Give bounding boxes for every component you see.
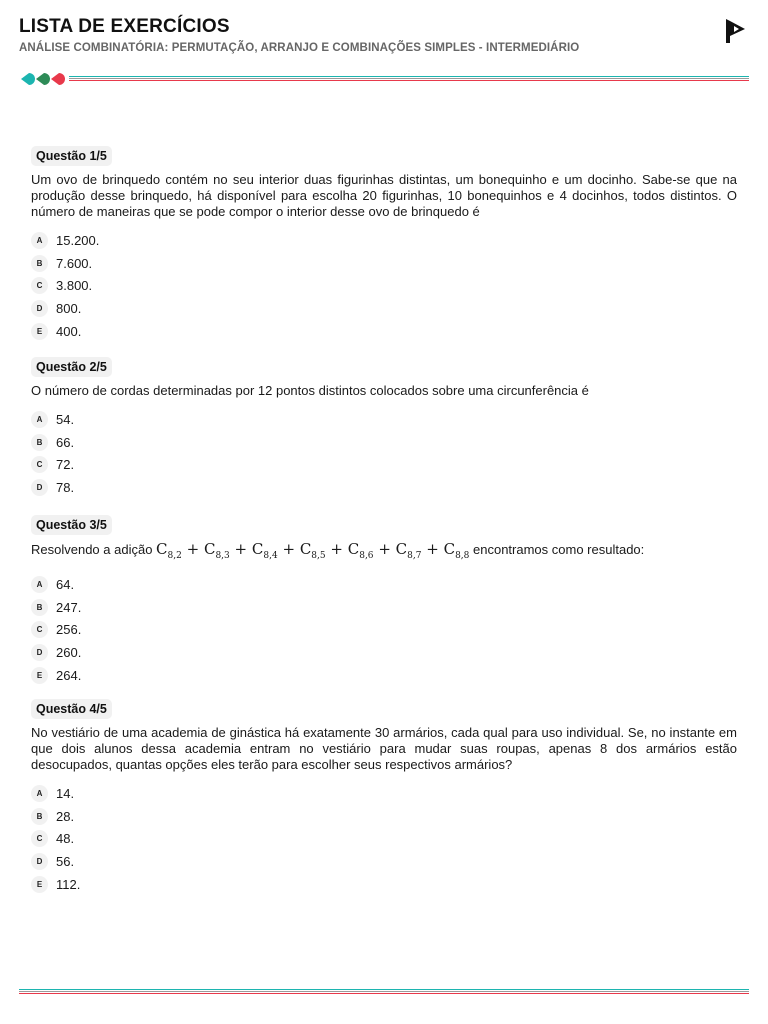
option-letter: B [31,808,48,825]
option-text: 264. [56,667,82,683]
question-text [31,541,737,564]
option-b[interactable] [31,252,737,275]
option-e[interactable] [31,873,737,896]
option-text: 15.200. [56,232,100,248]
option-letter: B [31,255,48,272]
question-text: O número de cordas determinadas por 12 pontos distintos colocados sobre uma circunferência é [31,383,589,398]
option-e[interactable] [31,664,737,687]
option-d[interactable] [31,850,737,873]
header-lines [69,76,749,82]
color-drops-icon [19,72,67,86]
options-list [31,573,737,686]
option-letter: E [31,667,48,684]
option-letter: B [31,434,48,451]
option-letter: A [31,411,48,428]
question-label: Questão 2/5 [31,357,112,377]
question-label: Questão 1/5 [31,146,112,166]
option-letter: D [31,300,48,317]
option-letter: D [31,479,48,496]
question-text-after: encontramos como resultado: [473,542,645,557]
option-text: 64. [56,576,75,592]
header-divider [19,72,749,86]
option-a[interactable] [31,408,737,431]
math-operator: + [325,540,348,558]
math-term: $C_{8,6}$ [347,540,374,561]
question-label: Questão 4/5 [31,699,112,719]
option-text: 28. [56,808,75,824]
question-label: Questão 3/5 [31,515,112,535]
footer-divider [19,989,749,995]
math-operator: + [421,540,444,558]
math-term: $C_{8,7}$ [395,540,422,561]
option-text: 78. [56,479,75,495]
page-title: LISTA DE EXERCÍCIOS [19,16,230,37]
option-b[interactable] [31,596,737,619]
option-letter: C [31,277,48,294]
option-letter: C [31,621,48,638]
option-c[interactable] [31,453,737,476]
option-text: 247. [56,599,82,615]
option-text: 260. [56,644,82,660]
math-term: $C_{8,3}$ [203,540,230,561]
option-text: 66. [56,434,75,450]
math-operator: + [181,540,204,558]
option-c[interactable] [31,827,737,850]
option-letter: B [31,599,48,616]
option-e[interactable] [31,320,737,343]
question-text-before: Resolvendo a adição [31,542,153,557]
question-text: No vestiário de uma academia de ginástica há exatamente 30 armários, cada qual para uso individual. Se, no instante em que dois alunos dessa academia entram no vestiário para mudar suas roupas, apenas 8 dos armários estão desocupados, quantas opções eles terão para escolher seus respectivos armários? [31,725,737,772]
options-list [31,229,737,342]
question-3 [31,515,737,686]
option-text: 14. [56,785,75,801]
option-text: 400. [56,323,82,339]
option-letter: E [31,876,48,893]
option-letter: E [31,323,48,340]
option-text: 54. [56,411,75,427]
option-b[interactable] [31,805,737,828]
option-d[interactable] [31,641,737,664]
option-letter: A [31,576,48,593]
question-2 [31,357,737,499]
option-letter: A [31,232,48,249]
math-operator: + [229,540,252,558]
page-subtitle: ANÁLISE COMBINATÓRIA: PERMUTAÇÃO, ARRANJO E COMBINAÇÕES SIMPLES - INTERMEDIÁRIO [19,42,580,54]
option-text: 7.600. [56,255,93,271]
play-logo-icon [723,16,749,46]
option-text: 48. [56,831,75,847]
math-term: $C_{8,8}$ [443,540,470,561]
question-1 [31,146,737,342]
option-letter: C [31,830,48,847]
math-term: $C_{8,5}$ [299,540,326,561]
option-a[interactable] [31,782,737,805]
options-list [31,782,737,895]
option-text: 256. [56,622,82,638]
math-term: $C_{8,4}$ [251,540,278,561]
math-term: $C_{8,2}$ [156,540,182,561]
option-a[interactable] [31,229,737,252]
question-text: Um ovo de brinquedo contém no seu interior duas figurinhas distintas, um bonequinho e um docinho. Sabe-se que na produção desse brinquedo, há disponível para escolha 20 figurinhas, 10 bonequinhos e 4 docinhos, todos distintos. O número de maneiras que se pode compor o interior desse ovo de brinquedo é [31,172,737,219]
options-list [31,408,737,499]
option-letter: D [31,853,48,870]
option-text: 72. [56,457,75,473]
math-operator: + [373,540,396,558]
option-c[interactable] [31,618,737,641]
math-expression [156,540,470,561]
option-b[interactable] [31,431,737,454]
option-text: 3.800. [56,278,93,294]
option-letter: D [31,644,48,661]
page-header [19,16,749,54]
question-4 [31,699,737,895]
option-d[interactable] [31,476,737,499]
option-text: 800. [56,300,82,316]
option-text: 112. [56,876,81,892]
option-letter: C [31,456,48,473]
math-operator: + [277,540,300,558]
option-d[interactable] [31,297,737,320]
option-text: 56. [56,853,75,869]
option-letter: A [31,785,48,802]
option-c[interactable] [31,274,737,297]
option-a[interactable] [31,573,737,596]
